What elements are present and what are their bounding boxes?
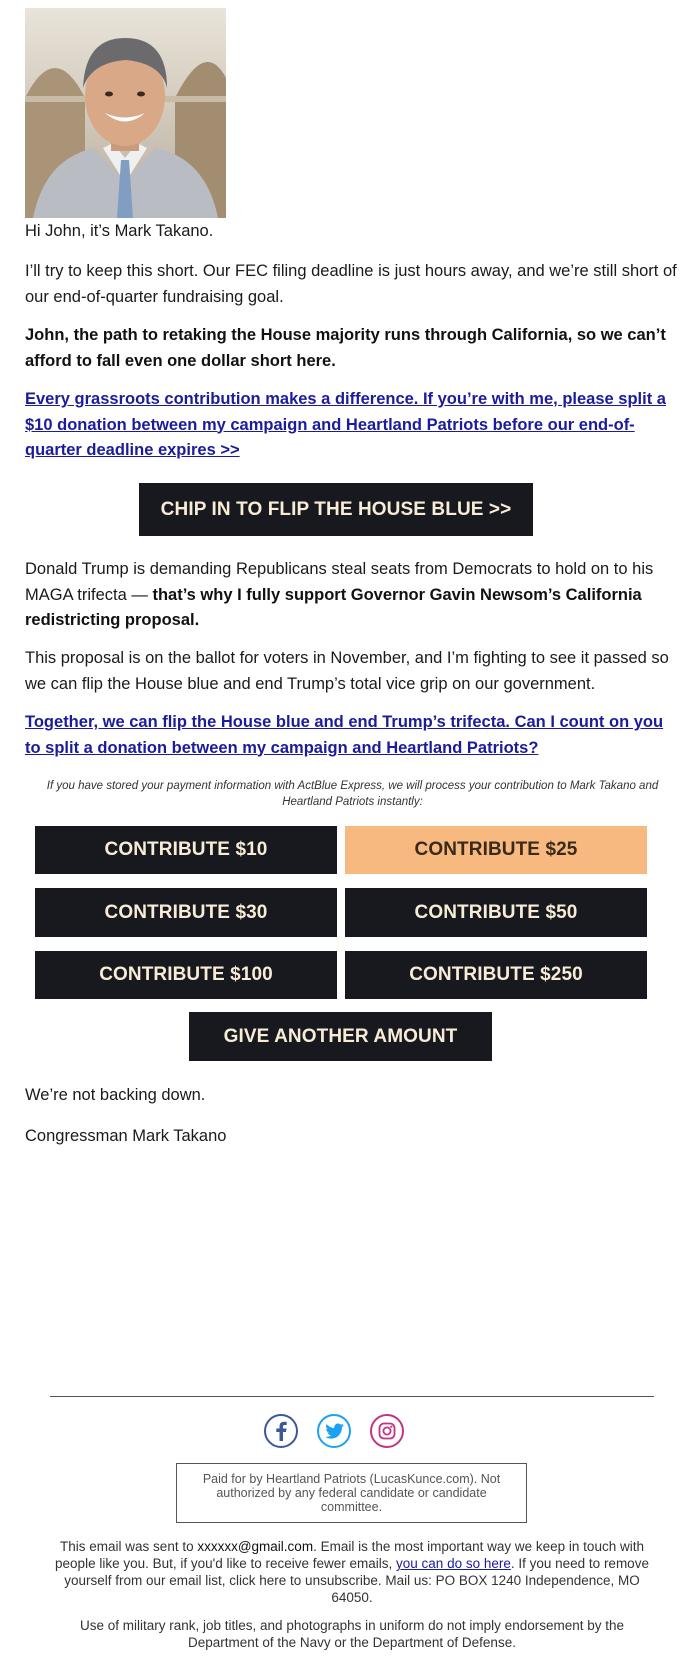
paid-for-text: Paid for by Heartland Patriots (LucasKunce.com). Not authorized by any federal candidate or candidate committee. xyxy=(202,1472,501,1514)
together-donation-link[interactable]: Together, we can flip the House blue and end Trump’s trifecta. Can I count on you to split a donation between my campaign and Heartland Patriots? xyxy=(25,713,664,757)
paid-for-disclaimer-box xyxy=(176,1463,527,1523)
contribute-10-button[interactable]: CONTRIBUTE $10 xyxy=(35,826,337,874)
contribute-30-button[interactable]: CONTRIBUTE $30 xyxy=(35,888,337,937)
footer-sent-middle: . Email is the most important way we keep in touch with people like you. But, if you'd like to receive fewer emails, xyxy=(55,1539,644,1571)
instagram-icon[interactable] xyxy=(370,1414,404,1448)
contribute-250-button[interactable]: CONTRIBUTE $250 xyxy=(345,951,647,999)
split-donation-paragraph xyxy=(25,387,680,464)
trump-paragraph-lead: Donald Trump is demanding Republicans steal seats from Democrats to hold on to his MAGA trifecta — xyxy=(25,560,654,604)
give-another-amount-button[interactable]: GIVE ANOTHER AMOUNT xyxy=(189,1012,492,1061)
proposal-paragraph: This proposal is on the ballot for voters in November, and I’m fighting to see it passed so we can flip the House blue and end Trump’s total vice grip on our government. xyxy=(25,649,669,693)
trump-paragraph-bold: that’s why I fully support Governor Gavin Newsom’s California redistricting proposal. xyxy=(25,585,642,629)
candidate-photo xyxy=(25,8,226,218)
intro-paragraph: I’ll try to keep this short. Our FEC filing deadline is just hours away, and we’re still short of our end-of-quarter fundraising goal. xyxy=(25,262,677,306)
greeting-text: Hi John, it’s Mark Takano. xyxy=(25,222,214,240)
trump-paragraph xyxy=(25,557,680,634)
contribute-50-button[interactable]: CONTRIBUTE $50 xyxy=(345,888,647,937)
footer-sent-prefix: This email was sent to xyxy=(60,1539,198,1554)
twitter-icon[interactable] xyxy=(317,1414,351,1448)
actblue-note: If you have stored your payment information with ActBlue Express, we will process your contribution to Mark Takano and Heartland Patriots instantly: xyxy=(46,780,659,808)
closing-text: We’re not backing down. xyxy=(25,1086,206,1104)
facebook-icon[interactable] xyxy=(264,1414,298,1448)
bold-path-paragraph: John, the path to retaking the House majority runs through California, so we can’t afford to fall even one dollar short here. xyxy=(25,326,666,370)
together-paragraph xyxy=(25,710,680,761)
recipient-email: xxxxxx@gmail.com xyxy=(197,1539,314,1554)
footer-divider xyxy=(50,1396,654,1397)
chip-in-flip-button[interactable]: CHIP IN TO FLIP THE HOUSE BLUE >> xyxy=(139,483,533,536)
footer-military-disclaimer: Use of military rank, job titles, and photographs in uniform do not imply endorsement by the Department of the Navy or the Department of Defense. xyxy=(79,1618,625,1650)
fewer-emails-link[interactable]: you can do so here xyxy=(396,1556,511,1571)
signature-text: Congressman Mark Takano xyxy=(25,1127,227,1145)
split-donation-link[interactable]: Every grassroots contribution makes a difference. If you’re with me, please split a $10 donation between my campaign and Heartland Patriots before our end-of-quarter deadline expires >> xyxy=(25,390,666,459)
footer-sent-suffix: . If you need to remove yourself from our email list, click here to unsubscribe. Mail us: PO BOX 1240 Independence, MO 64050. xyxy=(64,1556,649,1605)
contribute-25-button[interactable]: CONTRIBUTE $25 xyxy=(345,826,647,874)
footer-sent-to-text xyxy=(50,1538,654,1606)
contribute-100-button[interactable]: CONTRIBUTE $100 xyxy=(35,951,337,999)
